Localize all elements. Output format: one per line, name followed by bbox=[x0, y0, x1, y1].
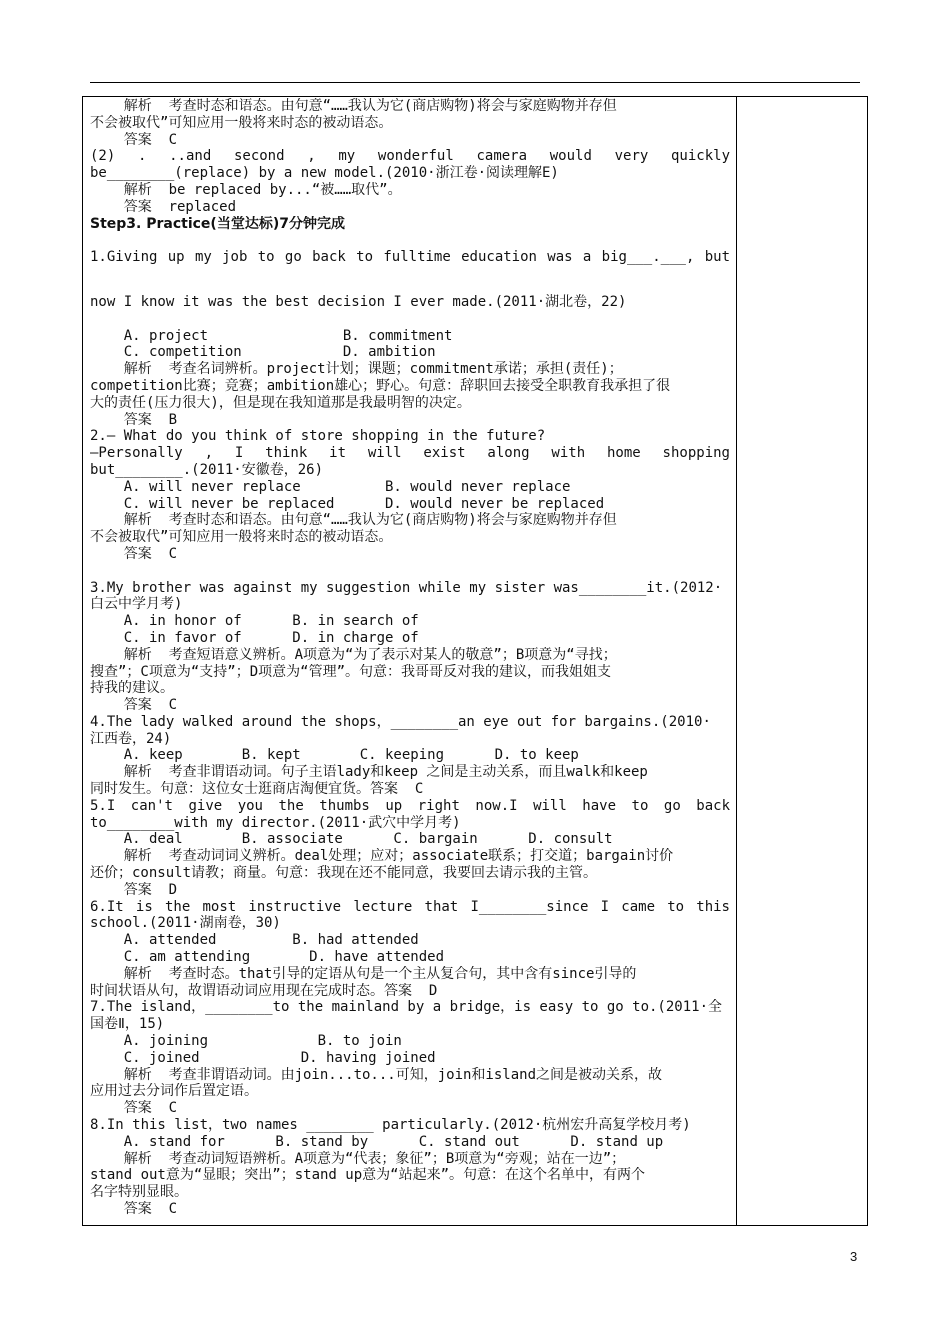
header-rule bbox=[90, 82, 860, 83]
text-line: 还价；consult请教；商量。句意：我现在还不能同意，我要回去请示我的主管。 bbox=[90, 865, 597, 882]
text-line: 解析 考查时态。that引导的定语从句是一个主从复合句，其中含有since引导的 bbox=[90, 965, 637, 982]
text-line: C. joined D. having joined bbox=[90, 1049, 436, 1066]
text-line: 8.In this list，two names ________ particularly.(2012·杭州宏升高复学校月考) bbox=[90, 1117, 691, 1134]
text-line: A. keep B. kept C. keeping D. to keep bbox=[90, 747, 579, 764]
text-line: 4.The lady walked around the shops，________an eye out for bargains.(2010· bbox=[90, 713, 711, 730]
text-line: 国卷Ⅱ，15) bbox=[90, 1016, 165, 1033]
text-line: A. deal B. associate C. bargain D. consult bbox=[90, 831, 613, 848]
text-line: 江西卷，24) bbox=[90, 730, 172, 747]
text-line: C. will never be replaced D. would never be replaced bbox=[90, 495, 605, 512]
text-line: 2.— What do you think of store shopping in the future? bbox=[90, 428, 546, 445]
text-line: to________with my director.(2011·武穴中学月考) bbox=[90, 814, 461, 831]
text-line: —Personally , I think it will exist along with home shopping bbox=[90, 445, 730, 462]
text-line: stand out意为“显眼；突出”；stand up意为“站起来”。句意：在这个名单中，有两个 bbox=[90, 1167, 646, 1184]
text-line: 不会被取代”可知应用一般将来时态的被动语态。 bbox=[90, 114, 393, 131]
page-number: 3 bbox=[850, 1249, 858, 1264]
text-line: 解析 考查动词词义辨析。deal处理；应对；associate联系；打交道；bargain讨价 bbox=[90, 848, 674, 865]
text-line: 搜查”；C项意为“支持”；D项意为“管理”。句意：我哥哥反对我的建议，而我姐姐支 bbox=[90, 663, 611, 680]
text-line: A. in honor of B. in search of bbox=[90, 613, 419, 630]
text-line: 解析 考查短语意义辨析。A项意为“为了表示对某人的敬意”；B项意为“寻找； bbox=[90, 646, 617, 663]
text-line: 3.My brother was against my suggestion while my sister was________it.(2012· bbox=[90, 579, 723, 596]
text-line: 应用过去分词作后置定语。 bbox=[90, 1083, 258, 1100]
exercise-content bbox=[90, 98, 730, 1218]
text-line: school.(2011·湖南卷，30) bbox=[90, 915, 281, 932]
text-line: but________.(2011·安徽卷，26) bbox=[90, 461, 324, 478]
text-line: A. attended B. had attended bbox=[90, 932, 419, 949]
text-line: 解析 考查动词短语辨析。A项意为“代表；象征”；B项意为“旁观；站在一边”； bbox=[90, 1150, 626, 1167]
text-line: 解析 考查非谓语动词。由join...to...可知，join和island之间是被动关系，故 bbox=[90, 1066, 663, 1083]
text-line: C. in favor of D. in charge of bbox=[90, 629, 419, 646]
text-line: A. will never replace B. would never replace bbox=[90, 478, 571, 495]
spacer bbox=[90, 266, 730, 294]
spacer bbox=[90, 232, 730, 249]
side-notes-column bbox=[736, 96, 737, 1226]
text-line: 7.The island，________to the mainland by a bridge，is easy to go to.(2011·全 bbox=[90, 999, 723, 1016]
text-line: A. joining B. to join bbox=[90, 1033, 402, 1050]
text-line: 答案 C bbox=[90, 1201, 178, 1217]
text-line: 答案 replaced bbox=[90, 198, 237, 215]
text-line: A. project B. commitment bbox=[90, 327, 453, 344]
text-line: (2) . ..and second , my wonderful camera would very quickly bbox=[90, 148, 730, 165]
text-line: C. competition D. ambition bbox=[90, 344, 436, 361]
text-line: 5.I can't give you the thumbs up right now.I will have to go back bbox=[90, 797, 730, 814]
text-line: 名字特别显眼。 bbox=[90, 1184, 188, 1201]
text-line: 持我的建议。 bbox=[90, 680, 174, 697]
text-line: A. stand for B. stand by C. stand out D. stand up bbox=[90, 1133, 664, 1150]
text-line: 答案 C bbox=[90, 545, 178, 562]
text-line: 解析 考查非谓语动词。句子主语lady和keep 之间是主动关系，而且walk和keep bbox=[90, 764, 648, 781]
spacer bbox=[90, 311, 730, 328]
text-line: competition比赛；竞赛；ambition雄心；野心。句意：辞职回去接受全职教育我承担了很 bbox=[90, 377, 671, 394]
text-line: 同时发生。句意：这位女士逛商店淘便宜货。答案 C bbox=[90, 781, 424, 798]
text-line: 6.It is the most instructive lecture that I________since I came to this bbox=[90, 898, 730, 915]
text-line: 白云中学月考) bbox=[90, 596, 183, 613]
text-line: 答案 D bbox=[90, 881, 178, 898]
text-line: 解析 考查名词辨析。project计划；课题；commitment承诺；承担(责任)； bbox=[90, 361, 623, 378]
text-line: 解析 考查时态和语态。由句意“……我认为它(商店购物)将会与家庭购物并存但 bbox=[90, 98, 617, 114]
spacer bbox=[90, 563, 730, 580]
text-line: 时间状语从句，故谓语动词应用现在完成时态。答案 D bbox=[90, 982, 438, 999]
text-line: 答案 C bbox=[90, 697, 178, 714]
text-line: 大的责任(压力很大)，但是现在我知道那是我最明智的决定。 bbox=[90, 394, 471, 411]
text-line: 解析 be replaced by...“被……取代”。 bbox=[90, 181, 402, 198]
text-line: 不会被取代”可知应用一般将来时态的被动语态。 bbox=[90, 529, 393, 546]
text-line: be________(replace) by a new model.(2010·浙江卷·阅读理解E) bbox=[90, 165, 559, 182]
text-line: 答案 C bbox=[90, 131, 178, 148]
text-line: 1.Giving up my job to go back to fulltime education was a big___.___, but bbox=[90, 249, 730, 266]
text-line: 答案 C bbox=[90, 1100, 178, 1117]
section-heading: Step3. Practice(当堂达标)7分钟完成 bbox=[90, 215, 345, 232]
text-line: 答案 B bbox=[90, 411, 178, 428]
text-line: C. am attending D. have attended bbox=[90, 949, 445, 966]
text-line: now I know it was the best decision I ever made.(2011·湖北卷，22) bbox=[90, 293, 627, 310]
text-line: 解析 考查时态和语态。由句意“……我认为它(商店购物)将会与家庭购物并存但 bbox=[90, 512, 617, 529]
